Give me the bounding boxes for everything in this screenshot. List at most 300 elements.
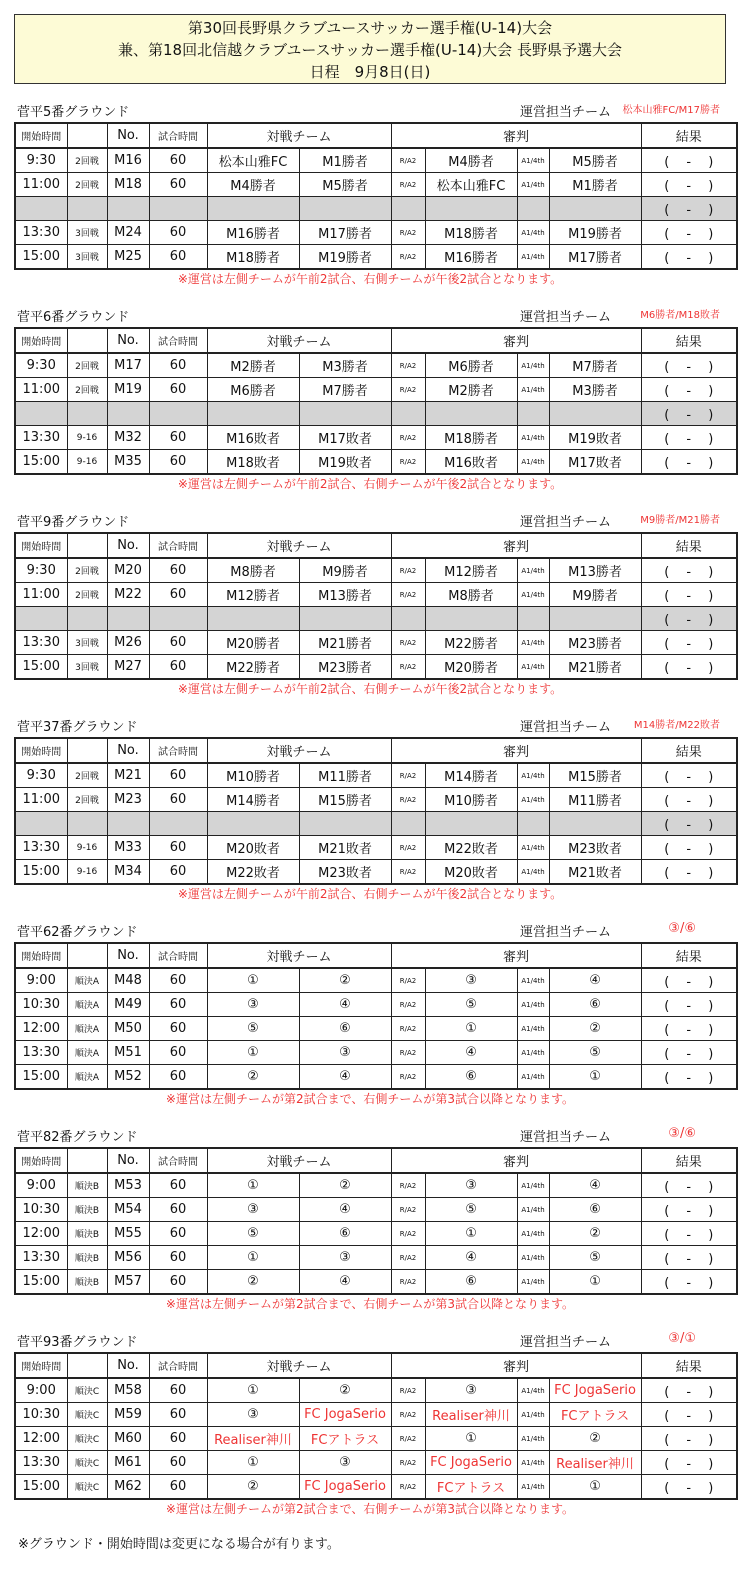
ref-role-ra2: R/A2 [391, 1451, 425, 1475]
team-right-cell: FC JogaSerio [299, 1403, 391, 1427]
header-no: No. [107, 943, 149, 968]
referee-assist-cell: ④ [549, 1173, 641, 1198]
section-header [14, 713, 726, 737]
manager-team: ③/⑥ [668, 1126, 696, 1141]
referee-assist-cell: M21勝者 [549, 655, 641, 680]
header-start-time: 開始時間 [15, 328, 67, 353]
duration-cell: 60 [149, 1246, 207, 1270]
duration-cell: 60 [149, 1065, 207, 1090]
result-cell: ( - ) [641, 860, 737, 885]
referee-assist-cell: ⑥ [549, 993, 641, 1017]
team-right-cell: M17敗者 [299, 426, 391, 450]
round-cell: 9-16 [67, 426, 107, 450]
referee-main-cell: M16勝者 [425, 245, 517, 270]
result-cell: ( - ) [641, 1173, 737, 1198]
ground-section [14, 508, 726, 698]
result-cell: ( - ) [641, 1451, 737, 1475]
result-cell: ( - ) [641, 1378, 737, 1403]
ground-section [14, 303, 726, 493]
ref-role-ra2: R/A2 [391, 378, 425, 402]
ref-role-a14: A1/4th [517, 426, 549, 450]
ref-role-a14: A1/4th [517, 1378, 549, 1403]
team-left-cell: ② [207, 1065, 299, 1090]
time-cell: 15:00 [15, 245, 67, 270]
empty-cell [67, 402, 107, 426]
referee-main-cell: M22敗者 [425, 836, 517, 860]
match-no-cell: M55 [107, 1222, 149, 1246]
referee-main-cell: ⑤ [425, 1198, 517, 1222]
table-row [15, 1017, 737, 1041]
table-header-row [15, 1353, 737, 1378]
ref-role-ra2: R/A2 [391, 583, 425, 607]
manager-label: 運営担当チーム [520, 310, 612, 325]
duration-cell: 60 [149, 1222, 207, 1246]
match-no-cell: M58 [107, 1378, 149, 1403]
ground-section [14, 98, 726, 288]
ref-role-ra2: R/A2 [391, 353, 425, 378]
ref-role-ra2: R/A2 [391, 1270, 425, 1295]
time-cell: 13:30 [15, 836, 67, 860]
result-cell: ( - ) [641, 173, 737, 197]
header-teams: 対戦チーム [207, 1148, 391, 1173]
ref-role-a14: A1/4th [517, 655, 549, 680]
ref-role-a14: A1/4th [517, 221, 549, 245]
ref-role-ra2: R/A2 [391, 1173, 425, 1198]
team-right-cell: M23勝者 [299, 655, 391, 680]
result-cell: ( - ) [641, 993, 737, 1017]
ref-role-ra2: R/A2 [391, 860, 425, 885]
round-cell: 順決A [67, 968, 107, 993]
referee-main-cell: M4勝者 [425, 148, 517, 173]
result-cell: ( - ) [641, 1270, 737, 1295]
team-left-cell: M22敗者 [207, 860, 299, 885]
header-teams: 対戦チーム [207, 533, 391, 558]
team-left-cell: ⑤ [207, 1017, 299, 1041]
ref-role-ra2: R/A2 [391, 245, 425, 270]
manager-team: M6勝者/M18敗者 [640, 310, 720, 321]
team-left-cell: Realiser神川 [207, 1427, 299, 1451]
result-cell: ( - ) [641, 402, 737, 426]
header-match-time: 試合時間 [149, 123, 207, 148]
table-row [15, 968, 737, 993]
duration-cell: 60 [149, 450, 207, 475]
empty-cell [107, 197, 149, 221]
empty-cell [425, 812, 517, 836]
round-cell: 9-16 [67, 836, 107, 860]
team-right-cell: M5勝者 [299, 173, 391, 197]
round-cell: 順決C [67, 1403, 107, 1427]
empty-cell [15, 607, 67, 631]
table-row [15, 1222, 737, 1246]
empty-cell [207, 812, 299, 836]
header-teams: 対戦チーム [207, 943, 391, 968]
table-header-row [15, 328, 737, 353]
match-no-cell: M52 [107, 1065, 149, 1090]
header-no: No. [107, 738, 149, 763]
ref-role-ra2: R/A2 [391, 836, 425, 860]
duration-cell: 60 [149, 1041, 207, 1065]
ref-role-a14: A1/4th [517, 173, 549, 197]
document-title-box [14, 14, 726, 84]
referee-main-cell: M16敗者 [425, 450, 517, 475]
team-right-cell: M23敗者 [299, 860, 391, 885]
team-left-cell: M14勝者 [207, 788, 299, 812]
round-cell: 9-16 [67, 860, 107, 885]
ref-role-a14: A1/4th [517, 1270, 549, 1295]
header-match-time: 試合時間 [149, 533, 207, 558]
header-result: 結果 [641, 943, 737, 968]
schedule-table [14, 327, 738, 475]
match-no-cell: M22 [107, 583, 149, 607]
result-cell: ( - ) [641, 1222, 737, 1246]
empty-cell [299, 402, 391, 426]
section-header [14, 1328, 726, 1352]
team-left-cell: M22勝者 [207, 655, 299, 680]
table-row [15, 1378, 737, 1403]
referee-main-cell: ① [425, 1427, 517, 1451]
ref-role-ra2: R/A2 [391, 1222, 425, 1246]
ground-title: 菅平82番グラウンド [17, 1130, 138, 1145]
referee-main-cell: ④ [425, 1246, 517, 1270]
duration-cell: 60 [149, 836, 207, 860]
result-cell: ( - ) [641, 353, 737, 378]
time-cell: 15:00 [15, 1475, 67, 1500]
duration-cell: 60 [149, 173, 207, 197]
time-cell: 9:30 [15, 353, 67, 378]
ref-role-a14: A1/4th [517, 558, 549, 583]
result-cell: ( - ) [641, 1041, 737, 1065]
header-start-time: 開始時間 [15, 1148, 67, 1173]
referee-assist-cell: ⑤ [549, 1246, 641, 1270]
match-no-cell: M49 [107, 993, 149, 1017]
time-cell: 13:30 [15, 1451, 67, 1475]
header-match-time: 試合時間 [149, 1148, 207, 1173]
ref-role-ra2: R/A2 [391, 221, 425, 245]
match-no-cell: M27 [107, 655, 149, 680]
ref-role-ra2: R/A2 [391, 1198, 425, 1222]
ground-section [14, 1123, 726, 1313]
referee-main-cell: ⑤ [425, 993, 517, 1017]
header-no: No. [107, 533, 149, 558]
header-result: 結果 [641, 1353, 737, 1378]
table-row [15, 245, 737, 270]
result-cell: ( - ) [641, 1017, 737, 1041]
team-left-cell: ① [207, 1378, 299, 1403]
header-blank [67, 328, 107, 353]
team-right-cell: M21敗者 [299, 836, 391, 860]
result-cell: ( - ) [641, 631, 737, 655]
footer-note: ※グラウンド・開始時間は変更になる場合が有ります。 [18, 1537, 340, 1552]
table-header-row [15, 1148, 737, 1173]
result-cell: ( - ) [641, 607, 737, 631]
empty-cell [15, 812, 67, 836]
schedule-table [14, 1352, 738, 1500]
section-header [14, 98, 726, 122]
ref-role-a14: A1/4th [517, 378, 549, 402]
result-cell: ( - ) [641, 968, 737, 993]
empty-cell [149, 607, 207, 631]
referee-main-cell: M8勝者 [425, 583, 517, 607]
empty-cell [207, 607, 299, 631]
match-no-cell: M33 [107, 836, 149, 860]
match-no-cell: M51 [107, 1041, 149, 1065]
referee-assist-cell: ① [549, 1475, 641, 1500]
referee-assist-cell: ① [549, 1065, 641, 1090]
referee-main-cell: M12勝者 [425, 558, 517, 583]
duration-cell: 60 [149, 763, 207, 788]
result-cell: ( - ) [641, 450, 737, 475]
ground-section [14, 918, 726, 1108]
round-cell: 順決B [67, 1173, 107, 1198]
ref-role-a14: A1/4th [517, 763, 549, 788]
ref-role-ra2: R/A2 [391, 1065, 425, 1090]
table-row [15, 583, 737, 607]
result-cell: ( - ) [641, 245, 737, 270]
result-cell: ( - ) [641, 1065, 737, 1090]
time-cell: 13:30 [15, 1246, 67, 1270]
referee-assist-cell: M19勝者 [549, 221, 641, 245]
ref-role-a14: A1/4th [517, 1451, 549, 1475]
time-cell: 15:00 [15, 1270, 67, 1295]
empty-cell [517, 812, 549, 836]
result-cell: ( - ) [641, 426, 737, 450]
ref-role-a14: A1/4th [517, 860, 549, 885]
referee-assist-cell: M9勝者 [549, 583, 641, 607]
team-right-cell: ④ [299, 1065, 391, 1090]
empty-cell [517, 402, 549, 426]
referee-main-cell: M20敗者 [425, 860, 517, 885]
referee-main-cell: ③ [425, 1173, 517, 1198]
team-right-cell: FC JogaSerio [299, 1475, 391, 1500]
ref-role-a14: A1/4th [517, 1427, 549, 1451]
title-line-1: 第30回長野県クラブユースサッカー選手権(U-14)大会 [187, 19, 553, 37]
result-cell: ( - ) [641, 1427, 737, 1451]
duration-cell: 60 [149, 378, 207, 402]
duration-cell: 60 [149, 1270, 207, 1295]
empty-cell [549, 197, 641, 221]
ref-role-ra2: R/A2 [391, 763, 425, 788]
result-cell: ( - ) [641, 221, 737, 245]
referee-assist-cell: M17勝者 [549, 245, 641, 270]
manager-label: 運営担当チーム [520, 1335, 612, 1350]
round-cell: 順決C [67, 1378, 107, 1403]
referee-assist-cell: M13勝者 [549, 558, 641, 583]
team-left-cell: ② [207, 1270, 299, 1295]
header-referee: 審判 [391, 328, 641, 353]
ref-role-ra2: R/A2 [391, 148, 425, 173]
round-cell: 3回戦 [67, 631, 107, 655]
duration-cell: 60 [149, 1198, 207, 1222]
header-result: 結果 [641, 738, 737, 763]
duration-cell: 60 [149, 1378, 207, 1403]
time-cell: 13:30 [15, 631, 67, 655]
round-cell: 順決B [67, 1222, 107, 1246]
ref-role-ra2: R/A2 [391, 993, 425, 1017]
empty-cell [15, 197, 67, 221]
referee-assist-cell: M17敗者 [549, 450, 641, 475]
team-left-cell: M2勝者 [207, 353, 299, 378]
time-cell: 13:30 [15, 1041, 67, 1065]
result-cell: ( - ) [641, 1403, 737, 1427]
referee-main-cell: M20勝者 [425, 655, 517, 680]
header-referee: 審判 [391, 1148, 641, 1173]
duration-cell: 60 [149, 860, 207, 885]
table-header-row [15, 738, 737, 763]
match-no-cell: M20 [107, 558, 149, 583]
time-cell: 15:00 [15, 655, 67, 680]
header-blank [67, 943, 107, 968]
table-row [15, 836, 737, 860]
empty-cell [299, 812, 391, 836]
empty-cell [67, 607, 107, 631]
match-no-cell: M35 [107, 450, 149, 475]
operation-note: ※運営は左側チームが第2試合まで、右側チームが第3試合以降となります。 [165, 1297, 575, 1311]
time-cell: 9:30 [15, 558, 67, 583]
duration-cell: 60 [149, 631, 207, 655]
result-cell: ( - ) [641, 1475, 737, 1500]
duration-cell: 60 [149, 1173, 207, 1198]
result-cell: ( - ) [641, 148, 737, 173]
section-header [14, 1123, 726, 1147]
ref-role-a14: A1/4th [517, 1222, 549, 1246]
ref-role-ra2: R/A2 [391, 1403, 425, 1427]
team-right-cell: ③ [299, 1451, 391, 1475]
referee-main-cell: M18勝者 [425, 426, 517, 450]
empty-cell [299, 197, 391, 221]
header-result: 結果 [641, 1148, 737, 1173]
round-cell: 2回戦 [67, 583, 107, 607]
header-blank [67, 1353, 107, 1378]
ref-role-a14: A1/4th [517, 993, 549, 1017]
match-no-cell: M61 [107, 1451, 149, 1475]
round-cell: 2回戦 [67, 353, 107, 378]
round-cell: 3回戦 [67, 655, 107, 680]
time-cell: 10:30 [15, 1403, 67, 1427]
match-no-cell: M21 [107, 763, 149, 788]
operation-note: ※運営は左側チームが午前2試合、右側チームが午後2試合となります。 [177, 682, 563, 696]
empty-cell [517, 197, 549, 221]
duration-cell: 60 [149, 1403, 207, 1427]
match-no-cell: M26 [107, 631, 149, 655]
time-cell: 15:00 [15, 450, 67, 475]
table-row [15, 860, 737, 885]
header-start-time: 開始時間 [15, 1353, 67, 1378]
team-right-cell: ② [299, 1173, 391, 1198]
team-left-cell: ① [207, 1173, 299, 1198]
referee-assist-cell: ⑥ [549, 1198, 641, 1222]
time-cell: 9:30 [15, 763, 67, 788]
ref-role-ra2: R/A2 [391, 631, 425, 655]
duration-cell: 60 [149, 353, 207, 378]
ref-role-ra2: R/A2 [391, 655, 425, 680]
round-cell: 順決A [67, 1041, 107, 1065]
team-right-cell: ② [299, 1378, 391, 1403]
team-right-cell: M7勝者 [299, 378, 391, 402]
header-teams: 対戦チーム [207, 738, 391, 763]
table-header-row [15, 943, 737, 968]
result-cell: ( - ) [641, 763, 737, 788]
header-match-time: 試合時間 [149, 328, 207, 353]
referee-main-cell: M14勝者 [425, 763, 517, 788]
team-left-cell: ① [207, 968, 299, 993]
empty-cell [391, 197, 425, 221]
duration-cell: 60 [149, 1451, 207, 1475]
empty-cell [207, 402, 299, 426]
ref-role-ra2: R/A2 [391, 788, 425, 812]
result-cell: ( - ) [641, 836, 737, 860]
match-no-cell: M24 [107, 221, 149, 245]
referee-main-cell: FCアトラス [425, 1475, 517, 1500]
header-blank [67, 123, 107, 148]
match-no-cell: M19 [107, 378, 149, 402]
referee-main-cell: ③ [425, 1378, 517, 1403]
team-left-cell: 松本山雅FC [207, 148, 299, 173]
referee-assist-cell: M7勝者 [549, 353, 641, 378]
time-cell: 13:30 [15, 426, 67, 450]
team-right-cell: M19敗者 [299, 450, 391, 475]
empty-cell [107, 402, 149, 426]
time-cell: 15:00 [15, 1065, 67, 1090]
empty-cell [149, 197, 207, 221]
ground-section [14, 713, 726, 903]
referee-main-cell: FC JogaSerio [425, 1451, 517, 1475]
ref-role-a14: A1/4th [517, 1403, 549, 1427]
match-no-cell: M25 [107, 245, 149, 270]
team-right-cell: ② [299, 968, 391, 993]
table-row [15, 558, 737, 583]
referee-assist-cell: ② [549, 1017, 641, 1041]
round-cell: 順決A [67, 1017, 107, 1041]
result-cell: ( - ) [641, 197, 737, 221]
match-no-cell: M60 [107, 1427, 149, 1451]
team-left-cell: M4勝者 [207, 173, 299, 197]
referee-main-cell: M2勝者 [425, 378, 517, 402]
round-cell: 2回戦 [67, 148, 107, 173]
ground-title: 菅平62番グラウンド [17, 925, 138, 940]
duration-cell: 60 [149, 148, 207, 173]
header-result: 結果 [641, 328, 737, 353]
team-left-cell: M8勝者 [207, 558, 299, 583]
manager-label: 運営担当チーム [520, 1130, 612, 1145]
team-left-cell: M20敗者 [207, 836, 299, 860]
ref-role-a14: A1/4th [517, 631, 549, 655]
table-row [15, 173, 737, 197]
empty-cell [149, 812, 207, 836]
referee-main-cell: 松本山雅FC [425, 173, 517, 197]
duration-cell: 60 [149, 583, 207, 607]
header-no: No. [107, 1148, 149, 1173]
empty-cell [517, 607, 549, 631]
table-row [15, 378, 737, 402]
operation-note: ※運営は左側チームが午前2試合、右側チームが午後2試合となります。 [177, 887, 563, 901]
team-left-cell: ① [207, 1451, 299, 1475]
match-no-cell: M56 [107, 1246, 149, 1270]
referee-assist-cell: M21敗者 [549, 860, 641, 885]
team-right-cell: ③ [299, 1246, 391, 1270]
empty-cell [107, 607, 149, 631]
time-cell: 11:00 [15, 378, 67, 402]
round-cell: 2回戦 [67, 788, 107, 812]
header-match-time: 試合時間 [149, 943, 207, 968]
empty-cell [299, 607, 391, 631]
referee-assist-cell: M5勝者 [549, 148, 641, 173]
time-cell: 12:00 [15, 1017, 67, 1041]
table-row [15, 993, 737, 1017]
empty-cell [107, 812, 149, 836]
header-result: 結果 [641, 533, 737, 558]
header-no: No. [107, 328, 149, 353]
empty-cell [425, 402, 517, 426]
